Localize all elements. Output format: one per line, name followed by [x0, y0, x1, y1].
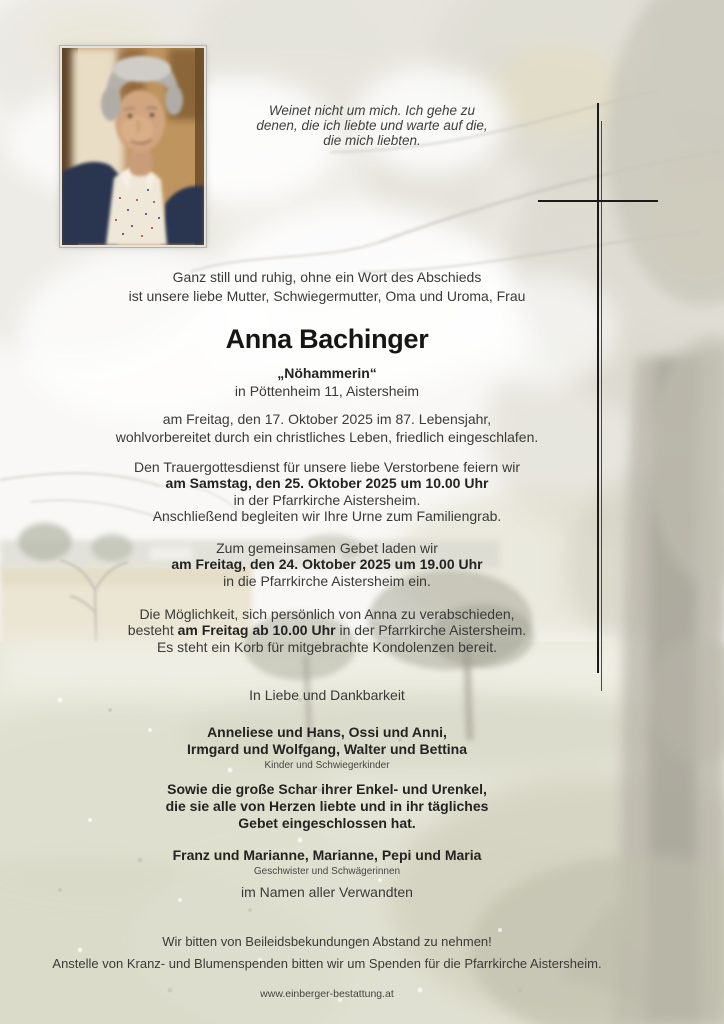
- intro-line: ist unsere liebe Mutter, Schwiegermutter, Oma und Uroma, Frau: [128, 287, 526, 304]
- poem-line: Weinet nicht um mich.: [268, 103, 402, 118]
- children-line: Anneliese und Hans, Ossi und Anni,: [207, 724, 447, 740]
- portrait-photo: [60, 46, 206, 247]
- prayer-details: [0, 540, 654, 589]
- children-caption: Kinder und Schwiegerkinder: [264, 760, 390, 771]
- farewell-suffix: in der Pfarrkirche Aistersheim.: [335, 622, 527, 639]
- prayer-line: Zum gemeinsamen Gebet laden wir: [216, 540, 438, 556]
- service-line: Anschließend begleiten wir Ihre Urne zum Familiengrab.: [152, 507, 502, 524]
- grandchildren-text: [0, 781, 654, 832]
- grandchildren-line: Gebet eingeschlossen hat.: [238, 815, 416, 831]
- portrait-illustration: [62, 48, 204, 245]
- poem-line: die ich liebte: [301, 118, 377, 133]
- grandchildren-line: Sowie die große Schar ihrer Enkel- und Urenkel,: [167, 781, 487, 797]
- poem-line: Ich gehe zu denen,: [256, 103, 476, 133]
- introduction-text: [0, 268, 654, 305]
- prayer-line: in die Pfarrkirche Aistersheim ein.: [223, 572, 431, 589]
- farewell-line: Es steht ein Korb für mitgebrachte Kondolenzen bereit.: [156, 638, 498, 655]
- relatives-line: im Namen aller Verwandten: [241, 884, 413, 900]
- poem-line: und warte auf die,: [380, 118, 488, 133]
- memorial-poem: [252, 103, 492, 148]
- farewell-line: [0, 622, 654, 638]
- service-line: Den Trauergottesdienst für unsere liebe Verstorbene feiern wir: [134, 459, 520, 475]
- children-names: [0, 724, 654, 758]
- siblings-names: Franz und Marianne, Marianne, Pepi und Maria: [172, 847, 482, 863]
- grandchildren-line: die sie alle von Herzen liebte und in ihr tägliches: [165, 798, 489, 814]
- prayer-date: am Freitag, den 24. Oktober 2025 um 19.00 Uhr: [171, 556, 483, 573]
- deceased-name: Anna Bachinger: [225, 324, 429, 354]
- children-line: Irmgard und Wolfgang, Walter und Bettina: [187, 741, 467, 757]
- siblings-caption: Geschwister und Schwägerinnen: [253, 866, 401, 877]
- passing-details: [0, 410, 654, 446]
- funeral-home-website: www.einberger-bestattung.at: [260, 988, 394, 1000]
- farewell-prefix: besteht: [127, 622, 178, 639]
- passing-line: am Freitag, den 17. Oktober 2025 im 87. Lebensjahr,: [162, 411, 492, 427]
- service-date: am Samstag, den 25. Oktober 2025 um 10.00 Uhr: [165, 475, 489, 492]
- donation-note: Anstelle von Kranz- und Blumenspenden bitten wir um Spenden für die Pfarrkirche Aistersheim.: [52, 956, 602, 971]
- funeral-service-details: [0, 459, 654, 524]
- deceased-nickname: „Nöhammerin“: [277, 365, 377, 381]
- gratitude-line: In Liebe und Dankbarkeit: [249, 687, 405, 703]
- intro-line: Ganz still und ruhig, ohne ein Wort des Abschieds: [172, 269, 482, 285]
- farewell-details: [0, 606, 654, 655]
- passing-line: wohlvorbereitet durch ein christliches Leben, friedlich eingeschlafen.: [115, 429, 539, 445]
- service-line: in der Pfarrkirche Aistersheim.: [233, 491, 421, 508]
- cross-horizontal-bar: [538, 200, 658, 202]
- farewell-line: Die Möglichkeit, sich persönlich von Anna zu verabschieden,: [139, 606, 515, 622]
- farewell-time: am Freitag ab 10.00 Uhr: [177, 622, 336, 639]
- condolence-note: Wir bitten von Beileidsbekundungen Abstand zu nehmen!: [162, 934, 492, 949]
- deceased-residence: in Pöttenheim 11, Aistersheim: [234, 383, 420, 399]
- poem-line: die mich liebten.: [323, 133, 421, 148]
